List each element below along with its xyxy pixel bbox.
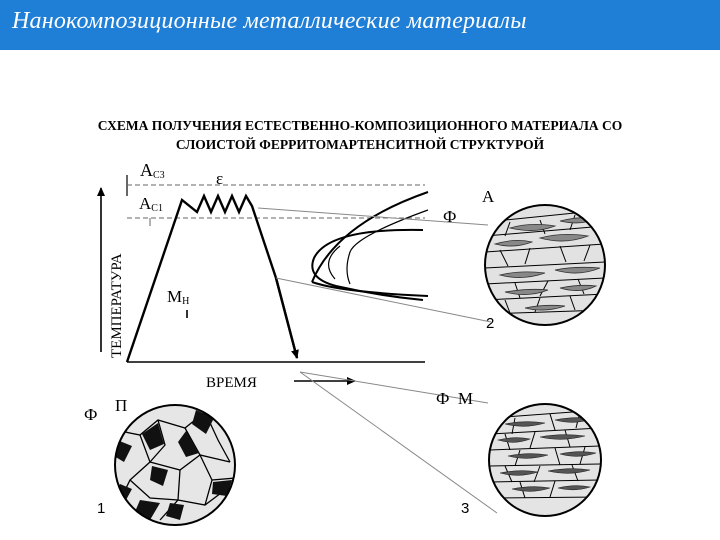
connector-2 (276, 278, 491, 322)
micrograph-2-number: 2 (486, 315, 495, 332)
ferrite-label-left: Ф (84, 405, 98, 424)
x-axis-label: ВРЕМЯ (206, 375, 257, 391)
micrograph-1 (114, 405, 236, 525)
mn-label: МН (167, 287, 190, 307)
ferrite-label-right: Ф (443, 207, 457, 226)
y-axis-label: ТЕМПЕРАТУРА (109, 253, 125, 358)
caption-line-1: СХЕМА ПОЛУЧЕНИЯ ЕСТЕСТВЕННО-КОМПОЗИЦИОННОГО МАТЕРИАЛА СО (97, 118, 623, 133)
crescent-inner-top (347, 210, 428, 284)
micrograph-3 (489, 404, 601, 516)
epsilon-label: ε (216, 169, 224, 188)
slide-title: Нанокомпозиционные металлические материалы (12, 8, 527, 34)
austenite-label: А (482, 187, 495, 206)
ac1-label: АС1 (139, 194, 163, 214)
cooling-arrow (276, 278, 297, 358)
caption-line-2: СЛОИСТОЙ ФЕРРИТОМАРТЕНСИТНОЙ СТРУКТУРОЙ (175, 137, 545, 152)
micrograph-3-number: 3 (461, 500, 470, 517)
micrograph-1-number: 1 (97, 500, 106, 517)
ac3-label: АС3 (140, 160, 165, 181)
temperature-profile (127, 196, 297, 362)
ferrite-martensite-label: Ф М (436, 389, 474, 408)
micrograph-2 (485, 205, 605, 325)
pearlite-label: П (115, 396, 128, 415)
